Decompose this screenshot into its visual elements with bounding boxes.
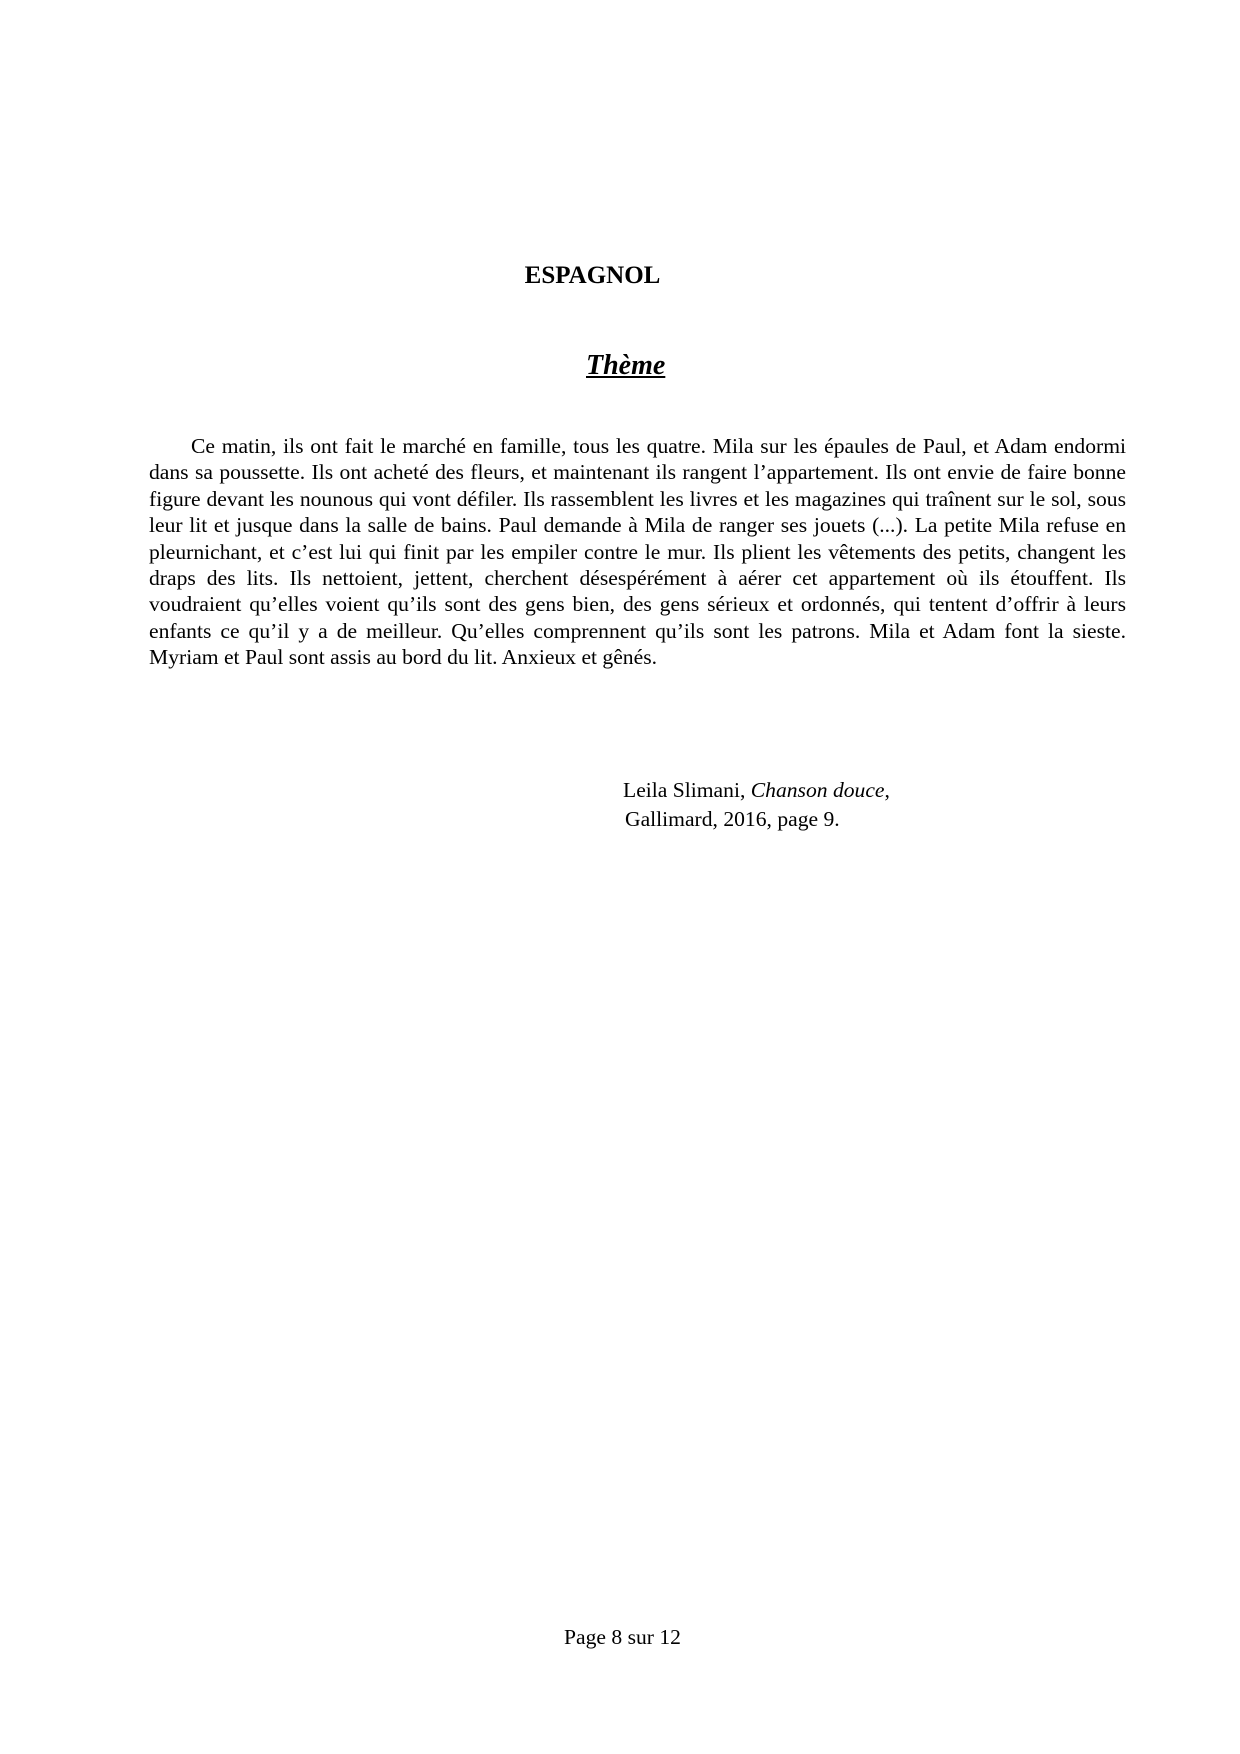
citation-publisher: Gallimard, 2016, page 9.	[625, 807, 840, 831]
page-number: Page 8 sur 12	[564, 1625, 681, 1649]
citation-author: Leila Slimani,	[623, 778, 746, 802]
exercise-title: Thème	[586, 350, 666, 381]
citation-work-title: Chanson douce	[750, 778, 885, 802]
citation	[623, 776, 890, 834]
passage-text: Ce matin, ils ont fait le marché en famille, tous les quatre. Mila sur les épaules de Paul, et Adam endormi dans sa poussette. Ils ont acheté des fleurs, et maintenant ils rangent l’appartement. Ils ont envie de faire bonne figure devant les nounous qui vont défiler. Ils rassemblent les livres et les magazines qui traînent sur le sol, sous leur lit et jusque dans la salle de bains. Paul demande à Mila de ranger ses jouets (...). La petite Mila refuse en pleurnichant, et c’est lui qui finit par les empiler contre le mur. Ils plient les vêtements des petits, changent les draps des lits. Ils nettoient, jettent, cherchent désespérément à aérer cet appartement où ils étouffent. Ils voudraient qu’elles voient qu’ils sont des gens bien, des gens sérieux et ordonnés, qui tentent d’offrir à leurs enfants ce qu’il y a de meilleur. Qu’elles comprennent qu’ils sont les patrons. Mila et Adam font la sieste. Myriam et Paul sont assis au bord du lit. Anxieux et gênés.	[149, 434, 1126, 670]
subject-title: ESPAGNOL	[524, 262, 661, 289]
citation-comma: ,	[884, 778, 890, 802]
